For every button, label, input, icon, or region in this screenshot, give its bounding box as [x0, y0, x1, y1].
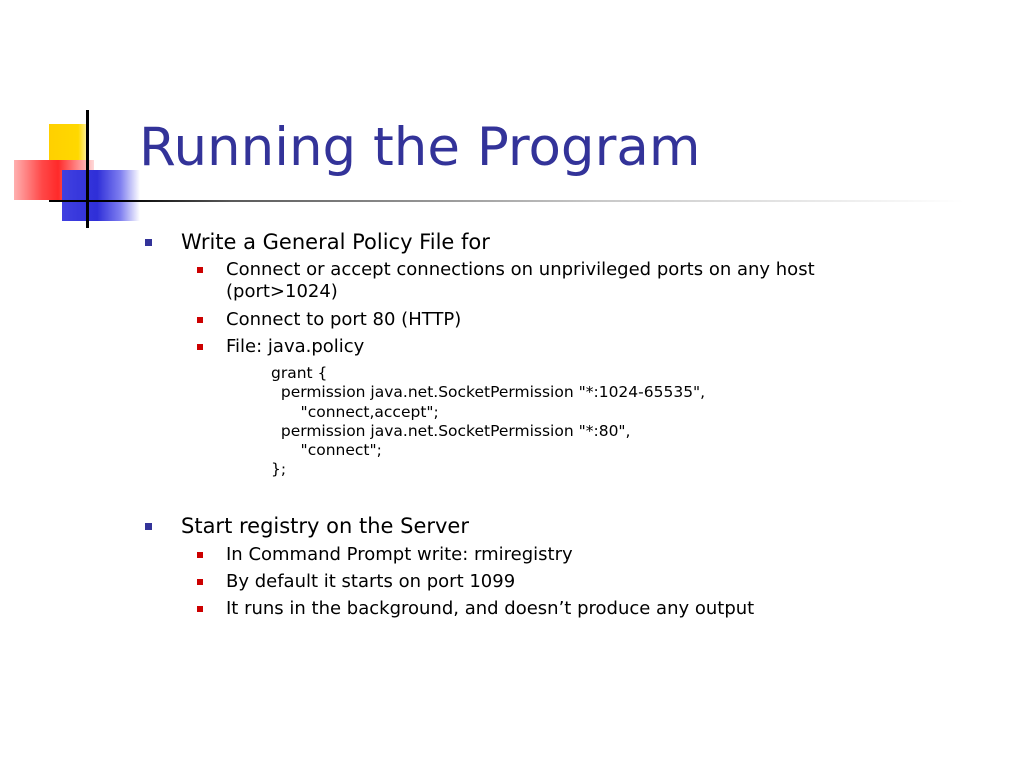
- bullet-square-icon: [197, 267, 203, 273]
- bullet-level2-continuation: (port>1024): [226, 281, 338, 302]
- slide-title: Running the Program: [139, 117, 701, 178]
- policy-code-block: grant { permission java.net.SocketPermission "*:1024-65535", "connect,accept"; permission java.net.SocketPermission "*:80", "connect"; };: [271, 364, 706, 479]
- bullet-level1-policy-file: Write a General Policy File for: [181, 230, 490, 254]
- bullet-square-icon: [197, 552, 203, 558]
- decoration-vertical-line: [86, 110, 89, 228]
- bullet-level2-default-port: By default it starts on port 1099: [226, 571, 516, 592]
- title-underline-divider: [49, 200, 964, 202]
- bullet-square-icon: [197, 317, 203, 323]
- decoration-blue-bar: [62, 170, 140, 221]
- bullet-level2-background: It runs in the background, and doesn’t produce any output: [226, 598, 755, 619]
- bullet-square-icon: [197, 344, 203, 350]
- bullet-square-icon: [145, 523, 152, 530]
- bullet-level2-java-policy: File: java.policy: [226, 336, 365, 357]
- bullet-square-icon: [197, 579, 203, 585]
- bullet-level2-command-prompt: In Command Prompt write: rmiregistry: [226, 544, 573, 565]
- bullet-square-icon: [197, 606, 203, 612]
- bullet-level2-connect-accept: Connect or accept connections on unprivileged ports on any host: [226, 259, 815, 280]
- bullet-level1-start-registry: Start registry on the Server: [181, 514, 469, 538]
- bullet-square-icon: [145, 239, 152, 246]
- bullet-level2-port-80: Connect to port 80 (HTTP): [226, 309, 462, 330]
